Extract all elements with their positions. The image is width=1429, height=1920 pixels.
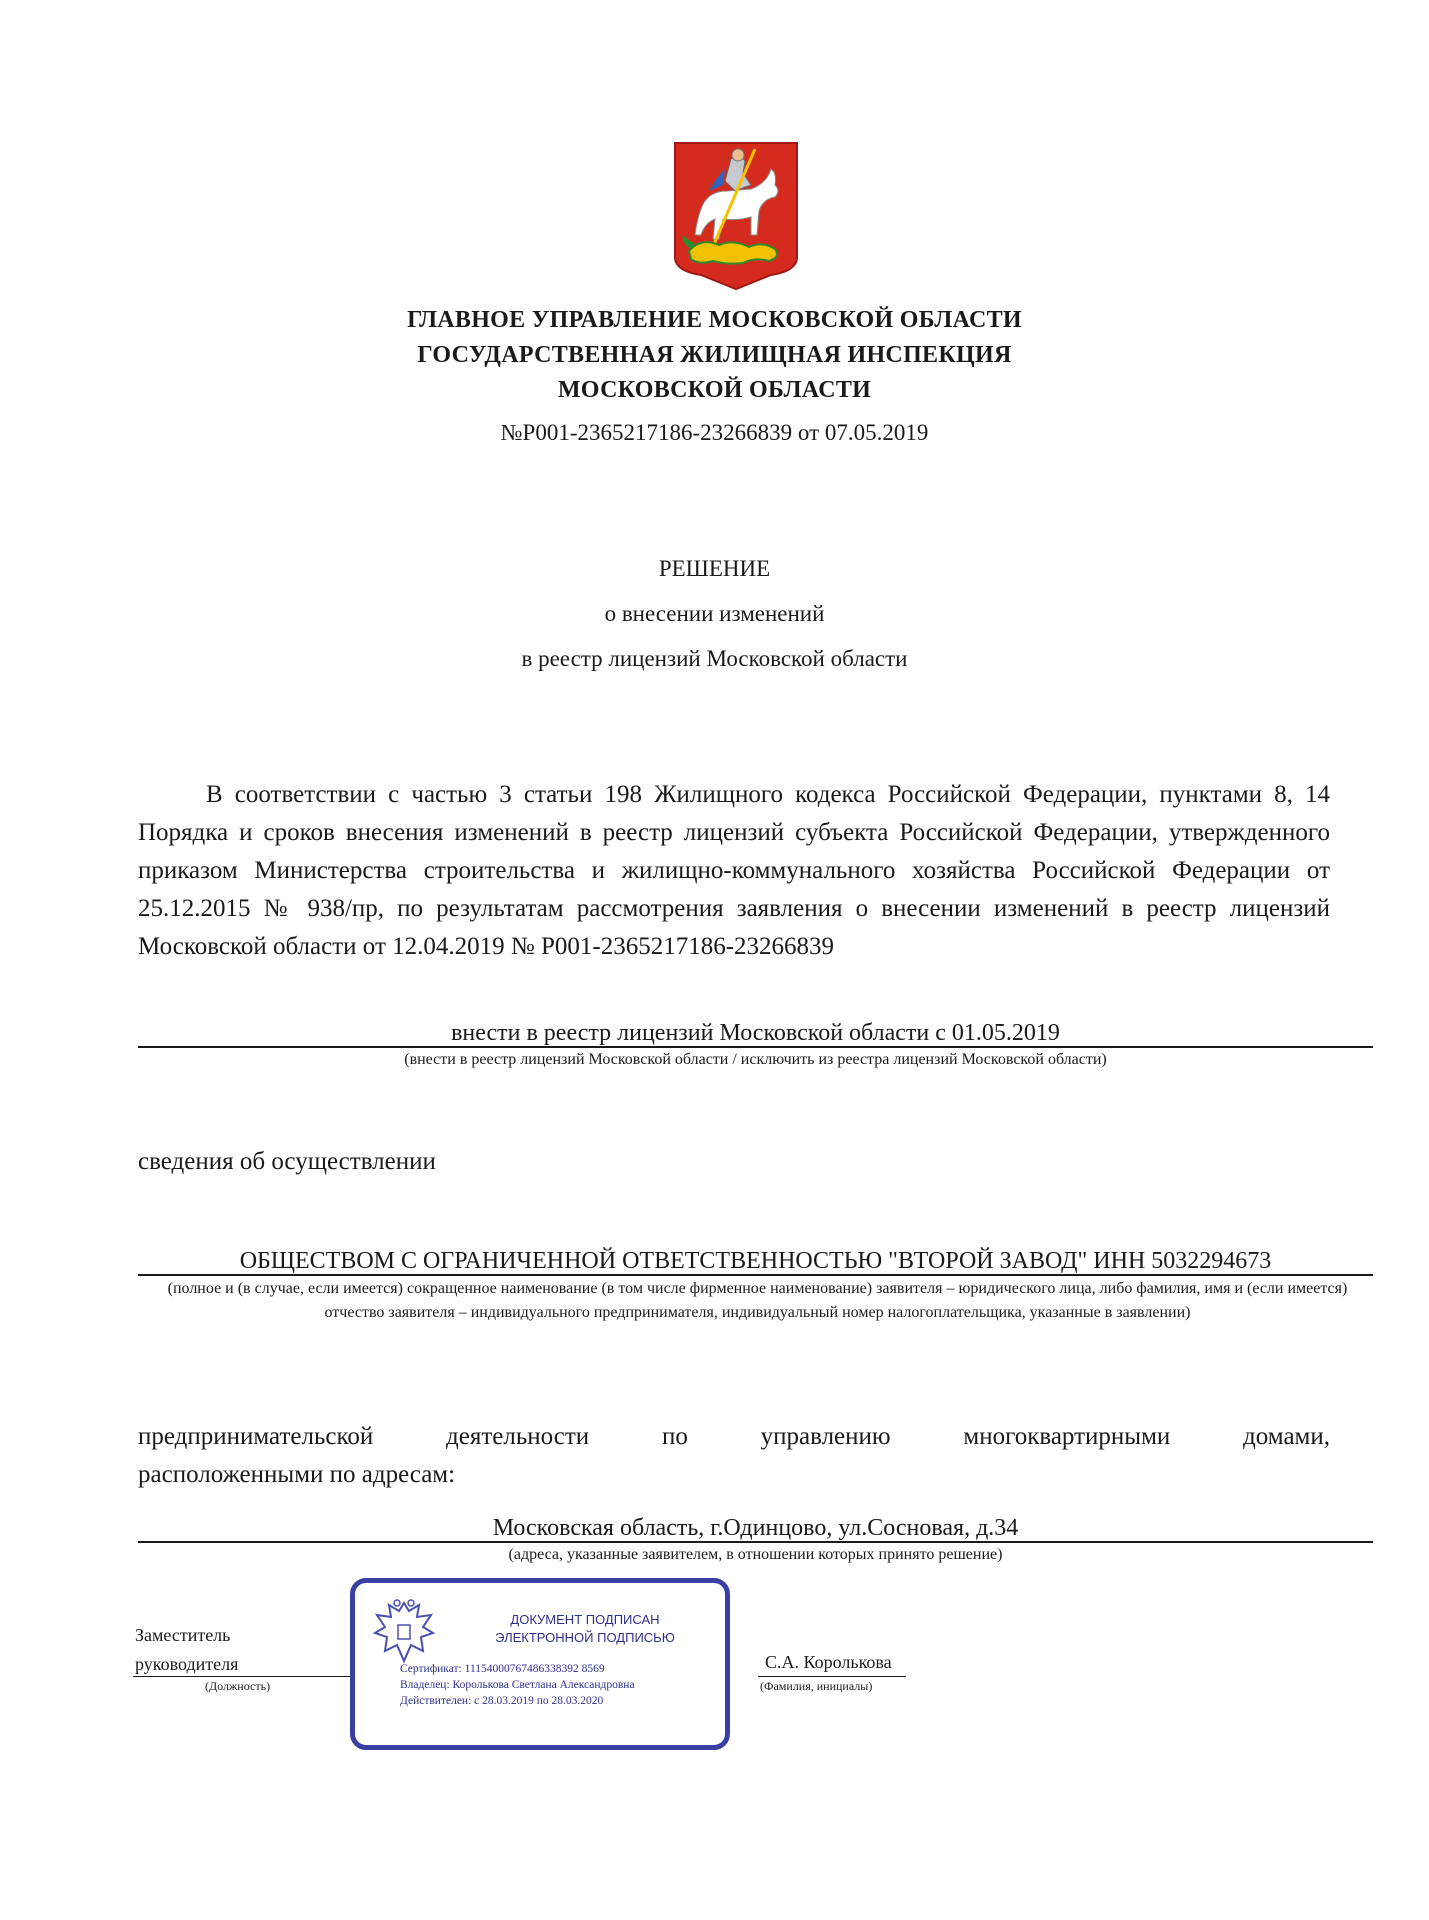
name-underline	[758, 1676, 906, 1677]
authority-name-line2: ГОСУДАРСТВЕННАЯ ЖИЛИЩНАЯ ИНСПЕКЦИЯ	[417, 342, 1012, 368]
company-name: ОБЩЕСТВОМ С ОГРАНИЧЕННОЙ ОТВЕТСТВЕННОСТЬЮ "ВТОРОЙ ЗАВОД" ИНН 5032294673	[239, 1248, 1272, 1274]
signer-name: С.А. Королькова	[765, 1652, 892, 1672]
stamp-header-line1: ДОКУМЕНТ ПОДПИСАН	[510, 1612, 660, 1627]
stamp-details	[400, 1661, 635, 1709]
decision-hint: (внести в реестр лицензий Московской области / исключить из реестра лицензий Московской области)	[404, 1051, 1107, 1068]
authority-name-line1: ГЛАВНОЕ УПРАВЛЕНИЕ МОСКОВСКОЙ ОБЛАСТИ	[407, 307, 1022, 333]
signer-position-line1: Заместитель	[135, 1625, 231, 1645]
body-paragraph	[138, 776, 1330, 966]
svedeniya-text: сведения об осуществлении	[138, 1148, 436, 1175]
moscow-oblast-coat-of-arms	[671, 139, 801, 291]
signer-position-line2: руководителя	[135, 1654, 239, 1674]
stamp-certificate: Сертификат: 11154000767486338392 8569	[400, 1663, 605, 1675]
position-hint: (Должность)	[205, 1679, 271, 1693]
electronic-signature-stamp	[350, 1578, 730, 1750]
stamp-owner: Владелец: Королькова Светлана Александровна	[400, 1679, 635, 1691]
decision-text: внести в реестр лицензий Московской области с 01.05.2019	[451, 1020, 1060, 1046]
stamp-header	[455, 1611, 715, 1647]
activity-line2: расположенными по адресам:	[138, 1461, 456, 1488]
company-underline	[138, 1274, 1373, 1276]
body-paragraph-text: В соответствии с частью 3 статьи 198 Жилищного кодекса Российской Федерации, пунктами 8, 14 Порядка и сроков внесения изменений в реестр лицензий субъекта Российской Федерации, утвержденного приказом Министерства строительства и жилищно-коммунального хозяйства Российской Федерации от 25.12.2015 № 938/пр, по результатам рассмотрения заявления о внесении изменений в реестр лицензий Московской области от 12.04.2019 № Р001-2365217186-23266839	[138, 781, 1330, 960]
authority-name-line3: МОСКОВСКОЙ ОБЛАСТИ	[557, 377, 872, 403]
registration-number: №Р001-2365217186-23266839 от 07.05.2019	[500, 420, 929, 445]
company-hint: (полное и (в случае, если имеется) сокращенное наименование (в том числе фирменное наименование) заявителя – юридического лица, либо фамилия, имя и (если имеется) отчество заявителя – индивидуального предпринимателя, индивидуальный номер налогоплательщика, указанные в заявлении)	[167, 1280, 1348, 1321]
name-hint: (Фамилия, инициалы)	[760, 1679, 873, 1693]
document-title: РЕШЕНИЕ	[658, 556, 771, 581]
stamp-header-line2: ЭЛЕКТРОННОЙ ПОДПИСЬЮ	[495, 1630, 675, 1645]
activity-line1: предпринимательской деятельности по управлению многоквартирными домами,	[138, 1423, 1330, 1450]
document-subtitle-line2: в реестр лицензий Московской области	[521, 646, 908, 671]
address-hint: (адреса, указанные заявителем, в отношении которых принято решение)	[508, 1546, 1003, 1563]
document-subtitle-line1: о внесении изменений	[604, 601, 825, 626]
address-text: Московская область, г.Одинцово, ул.Сосновая, д.34	[492, 1515, 1019, 1541]
position-underline	[133, 1676, 355, 1677]
stamp-validity: Действителен: с 28.03.2019 по 28.03.2020	[400, 1695, 604, 1707]
russian-eagle-icon	[369, 1595, 439, 1667]
